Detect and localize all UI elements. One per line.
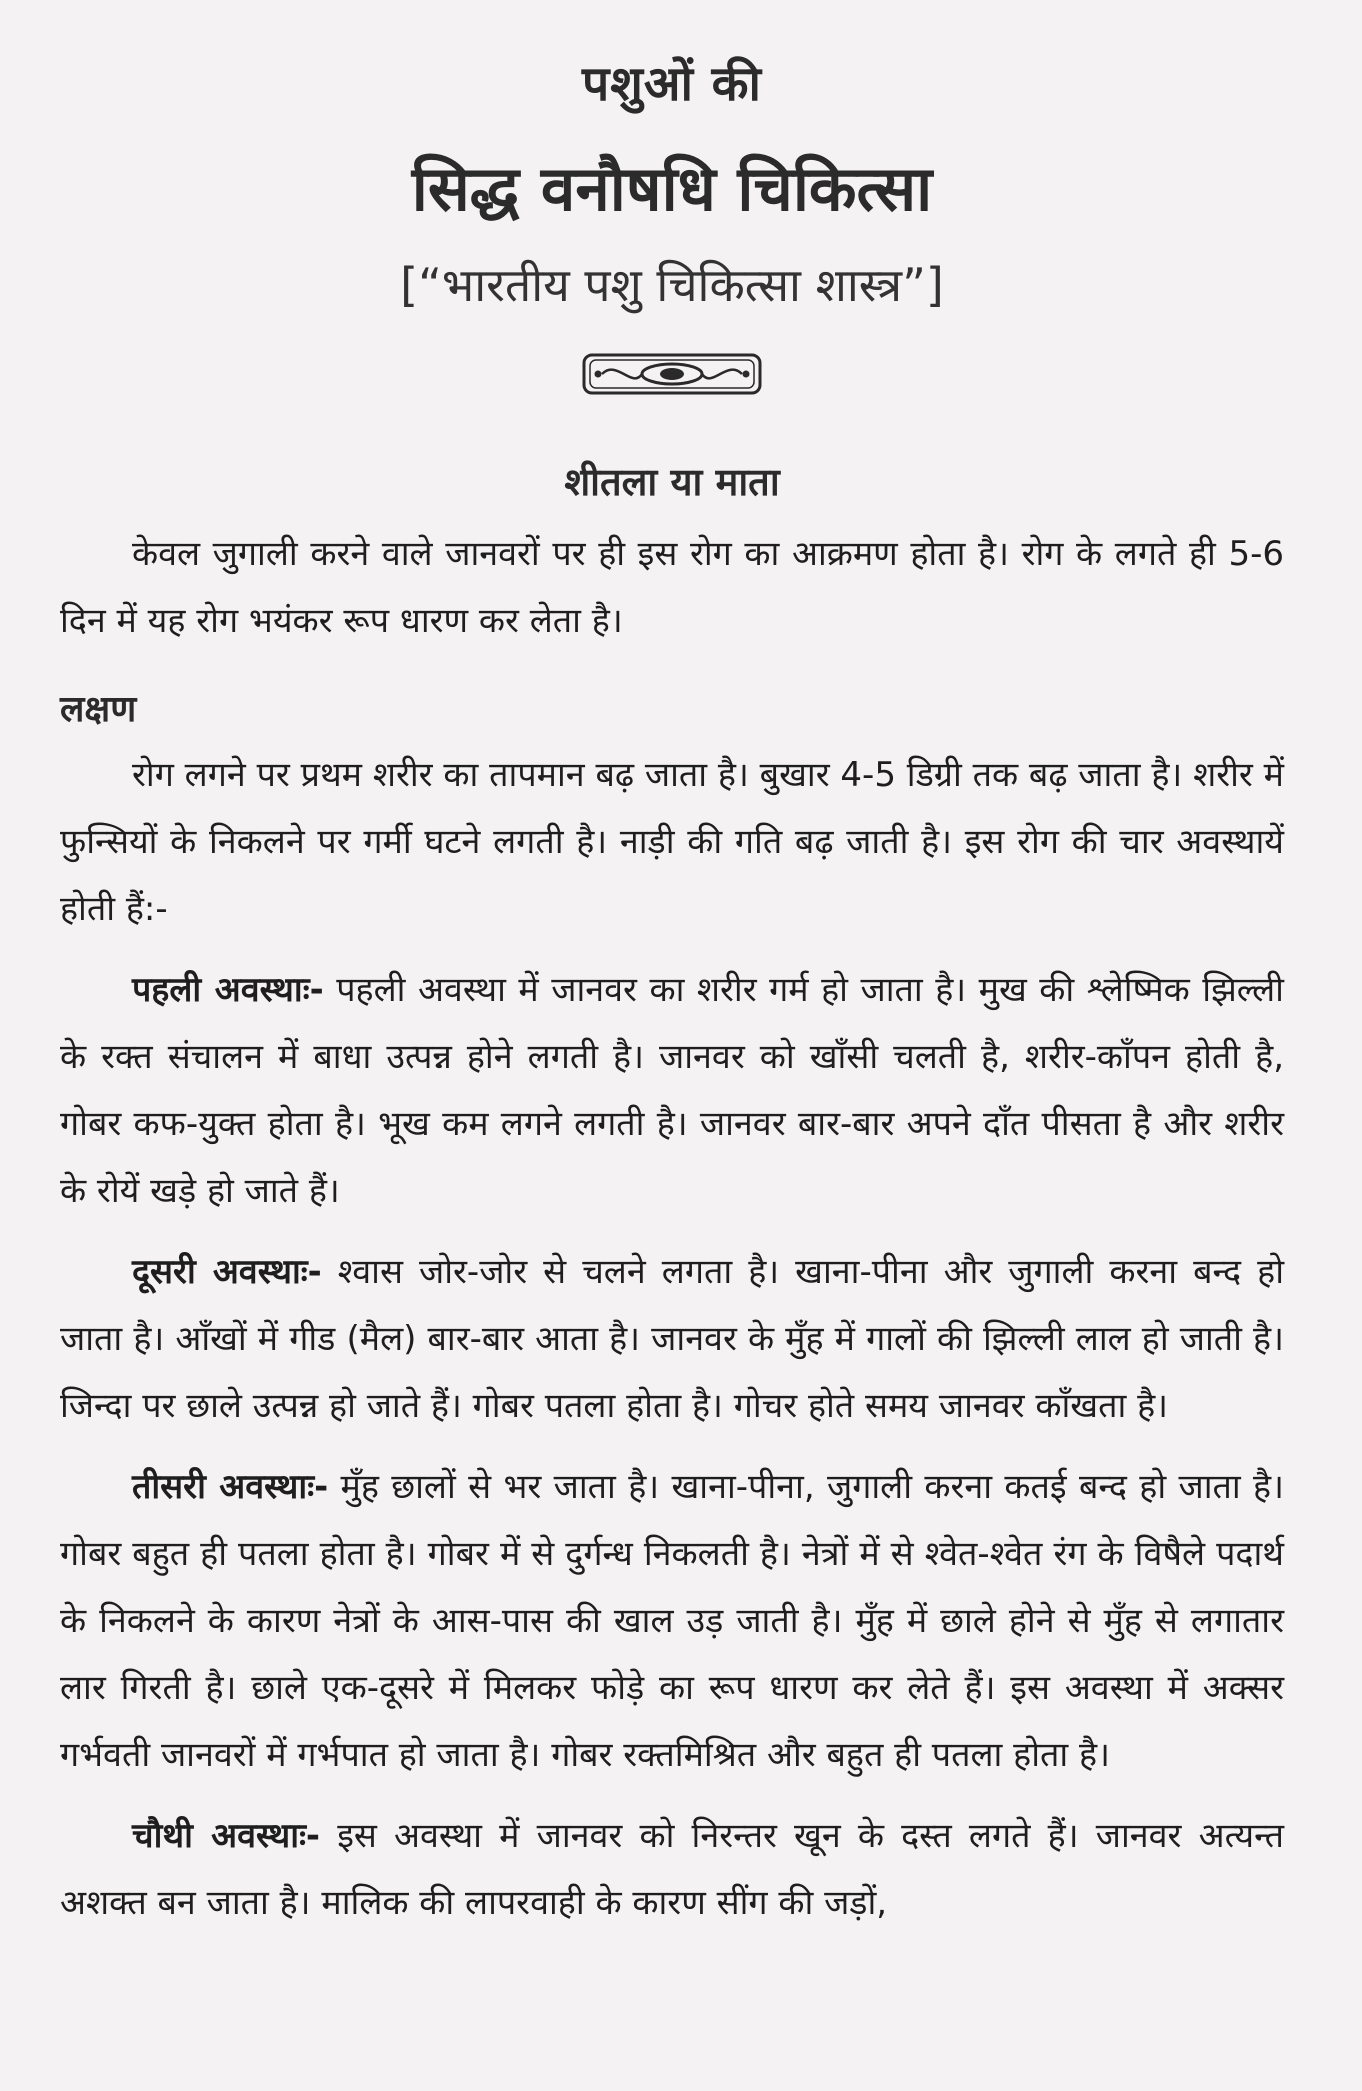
title-line-2: सिद्ध वनौषधि चिकित्सा xyxy=(411,152,933,225)
decorative-ornament-icon xyxy=(582,351,762,397)
stage-label-3: तीसरी अवस्थाः- xyxy=(132,1467,329,1507)
section-heading: शीतला या माता xyxy=(564,460,780,504)
stage-label-1: पहली अवस्थाः- xyxy=(132,970,324,1010)
stage-label-2: दूसरी अवस्थाः- xyxy=(132,1252,322,1292)
stage-text-3: मुँह छालों से भर जाता है। खाना-पीना, जुगाली करना कतई बन्द हो जाता है। गोबर बहुत ही पतला होता है। गोबर में से दुर्गन्ध निकलती है। नेत्रों में से श्वेत-श्वेत रंग के विषैले पदार्थ के निकलने के कारण नेत्रों के आस-पास की खाल उड़ जाती है। मुँह में छाले होने से मुँह से लगातार लार गिरती है। छाले एक-दूसरे में मिलकर फोड़े का रूप धारण कर लेते हैं। इस अवस्था में अक्सर गर्भवती जानवरों में गर्भपात हो जाता है। गोबर रक्तमिश्रित और बहुत ही पतला होता है। xyxy=(60,1467,1284,1775)
stage-paragraph-3 xyxy=(60,1454,1284,1789)
stage-text-2: श्वास जोर-जोर से चलने लगता है। खाना-पीना और जुगाली करना बन्द हो जाता है। आँखों में गीड (मैल) बार-बार आता है। जानवर के मुँह में गालों की झिल्ली लाल हो जाती है। जिन्दा पर छाले उत्पन्न हो जाते हैं। गोबर पतला होता है। गोचर होते समय जानवर काँखता है। xyxy=(60,1252,1284,1426)
stage-text-1: पहली अवस्था में जानवर का शरीर गर्म हो जाता है। मुख की श्लेष्मिक झिल्ली के रक्त संचालन में बाधा उत्पन्न होने लगती है। जानवर को खाँसी चलती है, शरीर-काँपन होती है, गोबर कफ-युक्त होता है। भूख कम लगने लगती है। जानवर बार-बार अपने दाँत पीसता है और शरीर के रोयें खड़े हो जाते हैं। xyxy=(60,970,1284,1211)
stage-paragraph-2 xyxy=(60,1239,1284,1440)
subtitle: [“भारतीय पशु चिकित्सा शास्त्र”] xyxy=(400,258,944,312)
title-line-1: पशुओं की xyxy=(582,56,762,112)
symptoms-paragraph: रोग लगने पर प्रथम शरीर का तापमान बढ़ जाता है। बुखार 4-5 डिग्री तक बढ़ जाता है। शरीर में फुन्सियों के निकलने पर गर्मी घटने लगती है। नाड़ी की गति बढ़ जाती है। इस रोग की चार अवस्थायें होती हैं:- xyxy=(60,755,1284,929)
symptoms-heading: लक्षण xyxy=(60,689,137,730)
stage-label-4: चौथी अवस्थाः- xyxy=(132,1816,321,1856)
intro-paragraph: केवल जुगाली करने वाले जानवरों पर ही इस रोग का आक्रमण होता है। रोग के लगते ही 5-6 दिन में यह रोग भयंकर रूप धारण कर लेता है। xyxy=(60,534,1284,641)
stage-paragraph-1 xyxy=(60,957,1284,1225)
stage-paragraph-4 xyxy=(60,1803,1284,1937)
stage-text-4: इस अवस्था में जानवर को निरन्तर खून के दस्त लगते हैं। जानवर अत्यन्त अशक्त बन जाता है। मालिक की लापरवाही के कारण सींग की जड़ों, xyxy=(60,1816,1284,1923)
